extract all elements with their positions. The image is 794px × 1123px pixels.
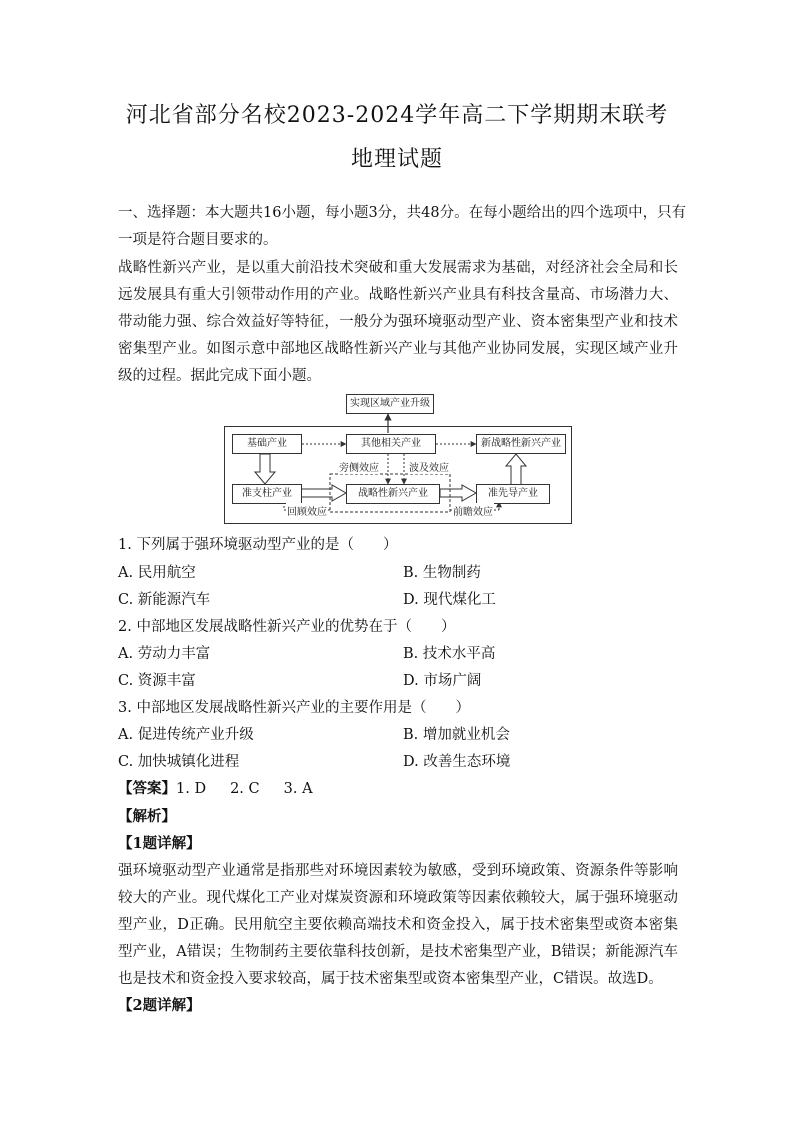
question-2-stem: 2. 中部地区发展战略性新兴产业的优势在于（ ） (118, 619, 456, 635)
intro-paragraph: 战略性新兴产业，是以重大前沿技术突破和重大发展需求为基础，对经济社会全局和长远发展具有重大引领带动作用的产业。战略性新兴产业具有科技含量高、市场潜力大、带动能力强、综合效益好等特征，一般分为强环境驱动型产业、资本密集型产业和技术密集型产业。如图示意中部地区战略性新兴产业与其他产业协同发展，实现区域产业升级的过程。据此完成下面小题。 (118, 260, 678, 384)
document-title: 河北省部分名校2023-2024学年高二下学期期末联考 (125, 103, 669, 128)
answer-label: 【答案】 (118, 780, 176, 797)
arrow-leading-to-new (506, 454, 526, 486)
label-side-effect: 旁侧效应 (338, 459, 380, 474)
question-3-option-b: B. 增加就业机会 (403, 727, 510, 743)
question-1-option-c: C. 新能源汽车 (118, 592, 211, 608)
label-forward-effect: 前瞻效应 (452, 503, 494, 518)
question-3-option-d: D. 改善生态环境 (403, 754, 511, 770)
analysis-label: 【解析】 (118, 808, 176, 825)
industry-diagram (224, 392, 572, 524)
box-quasi-pillar: 准支柱产业 (232, 484, 302, 504)
section-instruction-line-1: 一、选择题：本大题共16小题，每小题3分，共48分。在每小题给出的四个选项中，只有 (118, 205, 687, 221)
label-wave-effect: 波及效应 (408, 459, 450, 474)
question-3-option-a: A. 促进传统产业升级 (118, 727, 254, 743)
label-backward-effect: 回顾效应 (286, 503, 328, 518)
arrow-basic-to-pillar (255, 454, 275, 484)
answer-3: 3. A (283, 781, 313, 797)
question-1-option-a: A. 民用航空 (118, 565, 196, 581)
document-subtitle: 地理试题 (350, 147, 443, 172)
box-upgrade: 实现区域产业升级 (346, 394, 434, 414)
box-new-strategic: 新战略性新兴产业 (476, 434, 566, 454)
question-2-option-a: A. 劳动力丰富 (118, 646, 211, 662)
question-2-option-c: C. 资源丰富 (118, 673, 196, 689)
question-1-stem: 1. 下列属于强环境驱动型产业的是（ ） (118, 537, 398, 553)
box-quasi-leading: 准先导产业 (476, 484, 550, 504)
answer-line (118, 777, 313, 798)
answer-2: 2. C (230, 781, 260, 797)
question-2-option-d: D. 市场广阔 (403, 673, 482, 689)
answer-1: 1. D (176, 781, 207, 797)
box-strategic: 战略性新兴产业 (346, 484, 440, 504)
analysis-q2-label: 【2题详解】 (118, 997, 201, 1014)
arrow-pillar-to-strategic (300, 485, 346, 501)
question-2-option-b: B. 技术水平高 (403, 646, 496, 662)
analysis-q1-text: 强环境驱动型产业通常是指那些对环境因素较为敏感，受到环境政策、资源条件等影响较大的产业。现代煤化工产业对煤炭资源和环境政策等因素依赖较大，属于强环境驱动型产业，D正确。民用航空主要依赖高端技术和资金投入，属于技术密集型或资本密集型产业，A错误；生物制药主要依靠科技创新，是技术密集型产业，B错误；新能源汽车也是技术和资金投入要求较高，属于技术密集型或资本密集型产业，C错误。故选D。 (118, 863, 678, 987)
question-1-option-b: B. 生物制药 (403, 565, 481, 581)
question-3-option-c: C. 加快城镇化进程 (118, 754, 240, 770)
question-3-stem: 3. 中部地区发展战略性新兴产业的主要作用是（ ） (118, 700, 470, 716)
arrow-strategic-to-leading (440, 485, 476, 501)
box-other-industry: 其他相关产业 (346, 434, 436, 454)
section-instruction-line-2: 一项是符合题目要求的。 (118, 232, 278, 248)
analysis-q1-label: 【1题详解】 (118, 835, 201, 852)
question-1-option-d: D. 现代煤化工 (403, 592, 496, 608)
box-basic-industry: 基础产业 (232, 434, 302, 454)
